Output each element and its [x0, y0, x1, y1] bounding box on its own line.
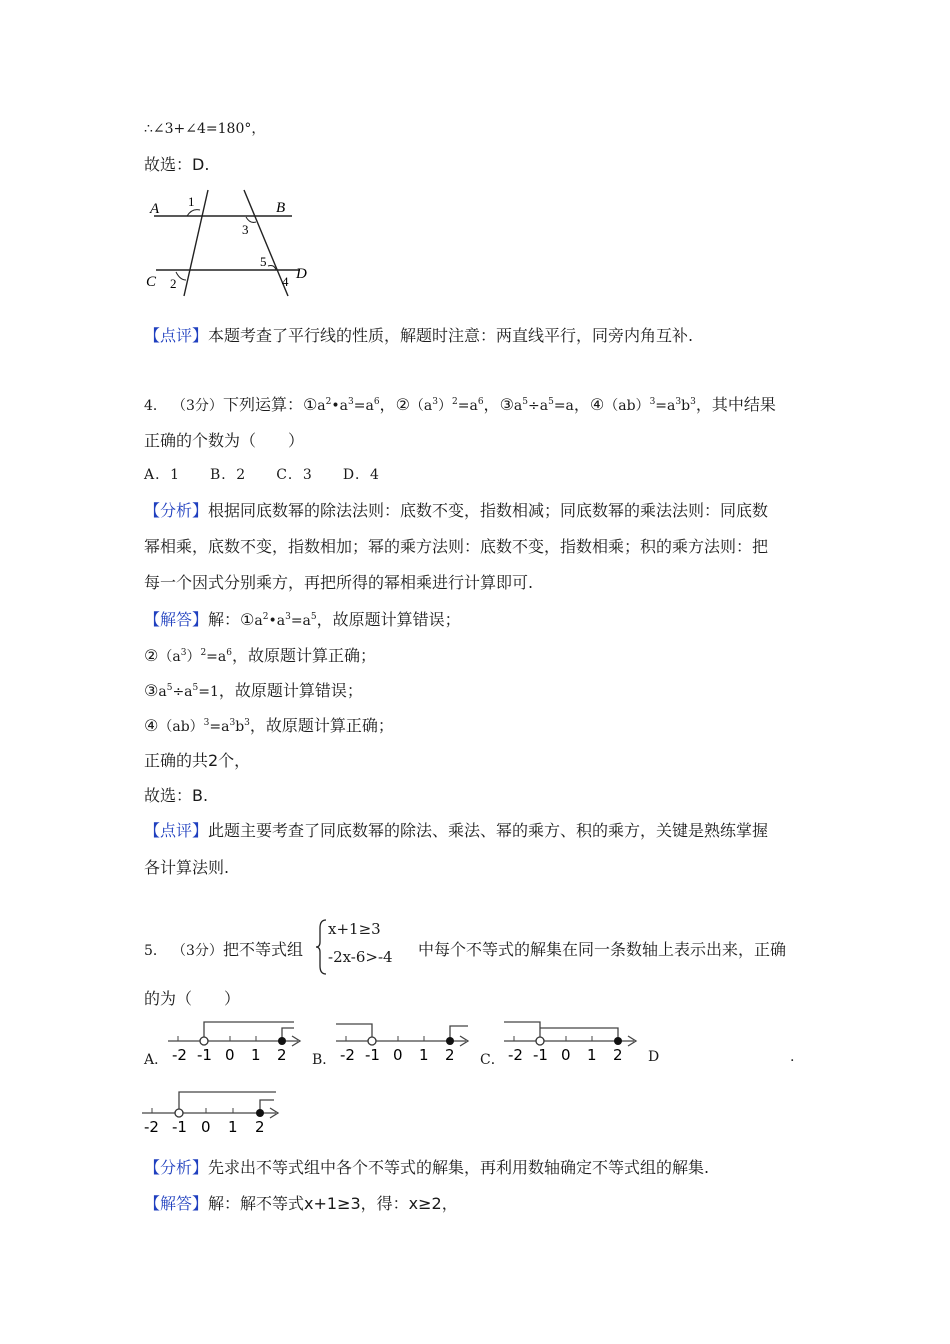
- svg-text:2: 2: [277, 1046, 287, 1064]
- svg-text:1: 1: [419, 1046, 429, 1064]
- option-b-label[interactable]: B．: [312, 1052, 337, 1068]
- q5-answer: 【解答】解：解不等式x+1≥3，得：x≥2，: [144, 1194, 458, 1213]
- option-d-label[interactable]: D: [648, 1049, 660, 1065]
- analysis-label: 【分析】: [144, 1158, 209, 1177]
- q5-analysis: 【分析】先求出不等式组中各个不等式的解集，再利用数轴确定不等式组的解集.: [144, 1158, 710, 1177]
- label-C: C: [146, 274, 157, 290]
- number-line-b[interactable]: [334, 1016, 474, 1066]
- answer-label: 【解答】: [144, 1194, 209, 1213]
- q4-answer-4: $④(ab)^3=a^3b^3$，故原题计算正确；: [144, 716, 394, 735]
- q4-analysis-3: 每一个因式分别乘方，再把所得的幂相乘进行计算即可.: [144, 573, 534, 592]
- system-ineq-1: x+1≥3: [328, 920, 381, 938]
- svg-text:0: 0: [201, 1118, 211, 1136]
- system-ineq-2: -2x-6>-4: [328, 948, 393, 966]
- q4-prefix: 下列运算：: [222, 395, 303, 414]
- number-line-d[interactable]: [140, 1088, 290, 1138]
- svg-text:0: 0: [225, 1046, 235, 1064]
- comment-label: 【点评】: [144, 326, 209, 345]
- comment-text: 本题考查了平行线的性质，解题时注意：两直线平行，同旁内角互补.: [208, 326, 694, 345]
- op-2-mark: ②: [395, 395, 410, 414]
- q5-stem: [144, 937, 303, 960]
- number-line-c[interactable]: [502, 1016, 642, 1066]
- answer-label: 【解答】: [144, 610, 209, 629]
- svg-text:-1: -1: [533, 1046, 548, 1064]
- svg-text:-1: -1: [365, 1046, 380, 1064]
- q4-answer-1: 【解答】解：$①a^2•a^3=a^5$，故原题计算错误；: [144, 610, 461, 629]
- q4-comment-1: 【点评】此题主要考查了同底数幂的除法、乘法、幂的乘方、积的乘方，关键是熟练掌握: [144, 821, 769, 840]
- option-a-label[interactable]: A．: [144, 1052, 169, 1068]
- q5-score: （3分）: [172, 943, 223, 959]
- svg-text:1: 1: [587, 1046, 597, 1064]
- q4-answer-3: $③a^5\div a^5=1$，故原题计算错误；: [144, 681, 363, 700]
- svg-text:-2: -2: [340, 1046, 355, 1064]
- q4-analysis-2: 幂相乘，底数不变，指数相加；幂的乘方法则：底数不变，指数相乘；积的乘方法则：把: [144, 537, 769, 556]
- angle-label-1: 1: [188, 194, 195, 209]
- op-1-mark: ①: [302, 395, 318, 414]
- q4-stem-line2: 正确的个数为（ ）: [144, 431, 305, 450]
- svg-text:0: 0: [561, 1046, 571, 1064]
- svg-text:1: 1: [251, 1046, 261, 1064]
- svg-text:0: 0: [393, 1046, 403, 1064]
- q4-select: 故选：B.: [144, 786, 209, 805]
- q4-stem-tail: ，其中结果: [695, 395, 776, 414]
- option-d-dot: .: [790, 1049, 795, 1065]
- svg-text:1: 1: [228, 1118, 238, 1136]
- svg-text:2: 2: [613, 1046, 623, 1064]
- svg-text:2: 2: [255, 1118, 265, 1136]
- angle-label-4: 4: [282, 274, 289, 289]
- q3-comment: [144, 323, 693, 346]
- svg-text:-2: -2: [144, 1118, 159, 1136]
- q4-stem: 4． （3分）下列运算：$①a^2•a^3=a^6$，$②(a^3)^2=a^6$，$③a^5\div a^5=a$，$④(ab)^3=a^3b^3$，其中结果: [144, 395, 776, 414]
- q4-number: 4．: [144, 398, 167, 414]
- angle-sum-line: ∴∠3+∠4=180°，: [144, 121, 266, 137]
- svg-text:2: 2: [445, 1046, 455, 1064]
- q5-stem-suffix: 中每个不等式的解集在同一条数轴上表示出来，正确: [418, 940, 787, 959]
- angle-label-3: 3: [242, 222, 249, 237]
- angle-label-2: 2: [170, 276, 177, 291]
- q4-answer-2: $②(a^3)^2=a^6$，故原题计算正确；: [144, 646, 376, 665]
- label-B: B: [276, 200, 286, 216]
- system-brace: [316, 918, 328, 980]
- comment-label: 【点评】: [144, 821, 209, 840]
- number-line-a[interactable]: [166, 1016, 306, 1066]
- option-c-label[interactable]: C．: [480, 1052, 505, 1068]
- q3-select-line: 故选：D.: [144, 155, 210, 174]
- svg-text:-1: -1: [197, 1046, 212, 1064]
- q4-count: 正确的共2个，: [144, 751, 251, 770]
- q5-stem-line2: 的为（ ）: [144, 989, 241, 1008]
- svg-text:-2: -2: [508, 1046, 523, 1064]
- op-4-mark: ④: [589, 395, 605, 414]
- q4-comment-2: 各计算法则.: [144, 858, 230, 877]
- label-A: A: [150, 201, 160, 217]
- svg-text:-1: -1: [172, 1118, 187, 1136]
- label-D: D: [296, 266, 307, 282]
- q4-score: （3分）: [172, 398, 223, 414]
- op-3-mark: ③: [499, 395, 514, 414]
- svg-text:-2: -2: [172, 1046, 187, 1064]
- parallel-lines-figure: [140, 184, 330, 302]
- q5-prefix: 把不等式组: [222, 940, 303, 959]
- q4-analysis-1: 【分析】根据同底数幂的除法法则：底数不变，指数相减；同底数幂的乘法法则：同底数: [144, 501, 769, 520]
- angle-label-5: 5: [260, 254, 267, 269]
- q5-number: 5．: [144, 943, 167, 959]
- analysis-label: 【分析】: [144, 501, 209, 520]
- q4-choices: A．1 B．2 C．3 D．4: [144, 467, 380, 483]
